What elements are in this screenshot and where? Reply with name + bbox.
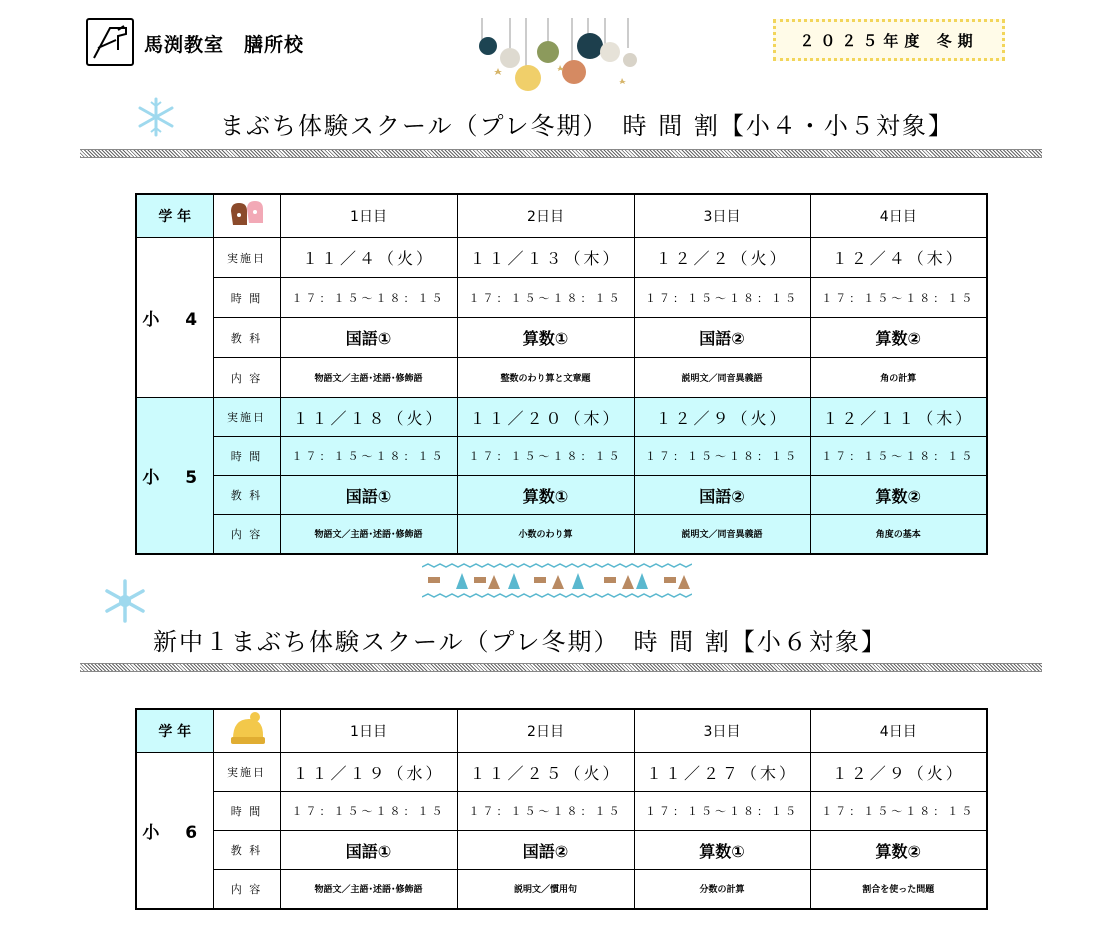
time-cell: １７：１５～１８：１５ [457,437,634,476]
time-cell: １７：１５～１８：１５ [810,792,987,831]
table-row [136,238,987,278]
term-badge: ２０２５年度 冬期 [773,19,1005,61]
table-row [136,358,987,398]
subject-cell: 算数① [457,318,634,358]
day-header-1: 1日目 [280,709,457,753]
row-label: 時 間 [213,792,280,831]
time-cell: １７：１５～１８：１５ [634,437,810,476]
subject-cell: 算数① [634,831,810,870]
grade-header: 学 年 [136,194,213,238]
subject-cell: 国語② [634,476,810,515]
content-cell: 説明文／慣用句 [457,870,634,909]
date-cell: １１／１８（火） [280,398,457,437]
reindeer-pattern-icon [422,563,692,599]
subject-cell: 国語① [280,831,457,870]
grade-cell: 小 6 [136,753,213,909]
row-label: 時 間 [213,437,280,476]
content-cell: 説明文／同音異義語 [634,515,810,554]
day-header-2: 2日目 [457,709,634,753]
table-row [136,398,987,437]
subject-cell: 算数② [810,318,987,358]
content-cell: 整数のわり算と文章題 [457,358,634,398]
day-header-3: 3日目 [634,194,810,238]
day-header-4: 4日目 [810,709,987,753]
date-cell: １２／２（火） [634,238,810,278]
content-cell: 物語文／主語･述語･修飾語 [280,870,457,909]
grade-header: 学 年 [136,709,213,753]
day-header-2: 2日目 [457,194,634,238]
date-cell: １２／９（火） [634,398,810,437]
time-cell: １７：１５～１８：１５ [280,792,457,831]
row-label: 実施日 [213,238,280,278]
table-row [136,753,987,792]
mittens-icon-cell [213,194,280,238]
mittens-icon [225,197,269,231]
table-header-row [136,194,987,238]
section-divider [80,663,1042,672]
date-cell: １２／４（木） [810,238,987,278]
date-cell: １１／１９（水） [280,753,457,792]
date-cell: １１／２７（木） [634,753,810,792]
content-cell: 割合を使った問題 [810,870,987,909]
row-label: 内 容 [213,515,280,554]
subject-cell: 国語② [634,318,810,358]
time-cell: １７：１５～１８：１５ [280,278,457,318]
row-label: 内 容 [213,358,280,398]
row-label: 実施日 [213,753,280,792]
table-row [136,515,987,554]
content-cell: 説明文／同音異義語 [634,358,810,398]
section-divider [80,149,1042,158]
grade-cell: 小 4 [136,238,213,398]
table-row [136,792,987,831]
time-cell: １７：１５～１８：１５ [457,792,634,831]
time-cell: １７：１５～１８：１５ [810,437,987,476]
row-label: 時 間 [213,278,280,318]
date-cell: １２／１１（木） [810,398,987,437]
day-header-4: 4日目 [810,194,987,238]
date-cell: １１／２０（木） [457,398,634,437]
snowflake-icon [102,578,148,624]
table-row [136,870,987,909]
timetable-elementary-6 [135,708,988,910]
date-cell: １１／１３（木） [457,238,634,278]
table-row [136,437,987,476]
row-label: 実施日 [213,398,280,437]
time-cell: １７：１５～１８：１５ [457,278,634,318]
horse-logo-icon [88,20,132,64]
content-cell: 分数の計算 [634,870,810,909]
row-label: 教 科 [213,831,280,870]
subject-cell: 国語① [280,318,457,358]
knit-hat-icon-cell [213,709,280,753]
content-cell: 物語文／主語･述語･修飾語 [280,358,457,398]
subject-cell: 算数② [810,476,987,515]
time-cell: １７：１５～１８：１５ [810,278,987,318]
table-row [136,278,987,318]
timetable-elementary-4-5 [135,193,988,555]
day-header-3: 3日目 [634,709,810,753]
subject-cell: 国語② [457,831,634,870]
knit-hat-icon [227,711,267,747]
table-row [136,831,987,870]
time-cell: １７：１５～１８：１５ [634,792,810,831]
row-label: 教 科 [213,476,280,515]
section-title-elementary-6: 新中１まぶち体験スクール（プレ冬期） 時 間 割【小６対象】 [153,628,887,656]
date-cell: １２／９（火） [810,753,987,792]
day-header-1: 1日目 [280,194,457,238]
date-cell: １１／２５（火） [457,753,634,792]
content-cell: 小数のわり算 [457,515,634,554]
subject-cell: 算数① [457,476,634,515]
subject-cell: 国語① [280,476,457,515]
grade-cell: 小 5 [136,398,213,554]
section-title-elementary-4-5: まぶち体験スクール（プレ冬期） 時 間 割【小４・小５対象】 [220,112,954,140]
snowflake-icon [135,96,177,138]
table-header-row [136,709,987,753]
date-cell: １１／４（火） [280,238,457,278]
table-row [136,318,987,358]
school-name: 馬渕教室 膳所校 [144,34,305,56]
hanging-ornaments-icon [470,18,645,93]
table-row [136,476,987,515]
row-label: 内 容 [213,870,280,909]
row-label: 教 科 [213,318,280,358]
time-cell: １７：１５～１８：１５ [634,278,810,318]
school-logo [86,18,134,66]
subject-cell: 算数② [810,831,987,870]
content-cell: 角の計算 [810,358,987,398]
content-cell: 角度の基本 [810,515,987,554]
content-cell: 物語文／主語･述語･修飾語 [280,515,457,554]
time-cell: １７：１５～１８：１５ [280,437,457,476]
